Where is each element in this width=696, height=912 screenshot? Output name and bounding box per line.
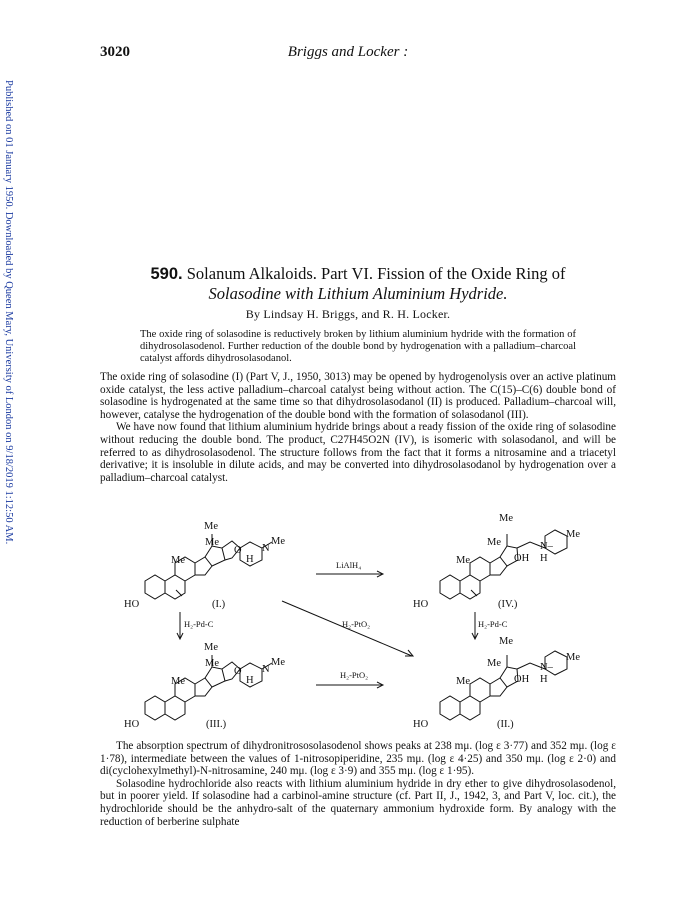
running-title: Briggs and Locker : — [287, 44, 409, 60]
n-label: N — [262, 664, 270, 675]
me-label: Me — [204, 642, 218, 653]
me-label: Me — [456, 555, 470, 566]
me-label: Me — [171, 676, 185, 687]
me-label: Me — [271, 657, 285, 668]
paragraph-1: The oxide ring of solasodine (I) (Part V, J., 1950, 3013) may be opened by hydrogenolysis over an active platinum oxide catalyst, the less active palladium–charcoal catalyst being without action. The C(15)–C(6) double bond of solasodine is hydrogenated at the same time so that dihydrosolasodanol (II) is produced. Palladium–charcoal will, however, catalyse the hydrogenation of the double bond with the formation of solasodanol (III). — [100, 371, 616, 421]
compound-label-I: (I.) — [212, 599, 226, 610]
me-label: Me — [205, 537, 219, 548]
me-label: Me — [205, 658, 219, 669]
me-label: Me — [456, 676, 470, 687]
oh-label: OH — [514, 553, 530, 564]
download-watermark-text: Published on 01 January 1950. Downloaded by Queen Mary, University of London on 9/18/2019 1:12:50 AM. — [3, 80, 14, 545]
ho-label: HO — [124, 599, 140, 610]
reagent-h2pto2: H₂-PtO₂ — [340, 670, 369, 680]
oh-label: OH — [514, 674, 530, 685]
compound-label-II: (II.) — [497, 719, 514, 730]
n-label: N — [262, 543, 270, 554]
me-label: Me — [204, 521, 218, 532]
h-label: H — [540, 553, 548, 564]
me-label: Me — [487, 658, 501, 669]
reagent-lialh4: LiAlH₄ — [336, 560, 362, 570]
o-label: O — [234, 666, 242, 677]
abstract: The oxide ring of solasodine is reductively broken by lithium aluminium hydride with the formation of dihydrosolasodenol. Further reduction of the double bond by hydrogenation with a palladium–charcoal catalyst affords dihydrosolasodanol. — [140, 329, 576, 364]
paragraph-4: Solasodine hydrochloride also reacts with lithium aluminium hydride in dry ether to give dihydrosolasodenol, but in poorer yield. If solasodine had a carbinol-amine structure (cf. Part II, J., 1942, 3, and Part V, loc. cit.), the hydrochloride should be the anhydro-salt of the quaternary ammonium hydroxide form. By analogy with the reduction of berberine sulphate — [100, 777, 616, 828]
article-number: 590. — [150, 265, 183, 283]
byline: By Lindsay H. Briggs, and R. H. Locker. — [245, 307, 451, 321]
me-label: Me — [499, 513, 513, 524]
page-number: 3020 — [100, 44, 130, 60]
me-label: Me — [487, 537, 501, 548]
reagent-h2pdc: H₂-Pd-C — [184, 619, 214, 629]
h-label: H — [246, 554, 254, 565]
ho-label: HO — [413, 599, 429, 610]
title-line2: Solasodine with Lithium Aluminium Hydride. — [208, 284, 508, 303]
me-label: Me — [566, 529, 580, 540]
me-label: Me — [271, 536, 285, 547]
paragraph-2: We have now found that lithium aluminium hydride brings about a ready fission of the oxide ring of solasodine without reducing the double bond. The product, C27H45O2N (IV), is isomeric with solasodanol, and will be referred to as dihydrosolasodenol. The structure follows from the fact that it forms a nitrosamine and a triacetyl derivative; it is insoluble in dilute acids, and may be converted into dihydrosolasodanol by hydrogenation over a palladium–charcoal catalyst. — [100, 421, 616, 484]
me-label: Me — [171, 555, 185, 566]
n-dash-label: N– — [540, 541, 553, 552]
ho-label: HO — [124, 719, 140, 730]
reagent-h2pto2: H₂-PtO₂ — [342, 619, 371, 629]
n-dash-label: N– — [540, 662, 553, 673]
body-bottom — [100, 740, 616, 828]
h-label: H — [246, 675, 254, 686]
me-label: Me — [499, 636, 513, 647]
reagent-h2pdc: H₂-Pd-C — [478, 619, 508, 629]
h-label: H — [540, 674, 548, 685]
paragraph-3: The absorption spectrum of dihydronitrososolasodenol shows peaks at 238 mμ. (log ε 3·77) and 352 mμ. (log ε 1·78), intermediate between the values of 1-nitrosopiperidine, 235 mμ. (log ε 4·25) and 350 mμ. (log ε 2·0) and di(cyclohexylmethyl)-N-nitrosamine, 240 mμ. (log ε 3·9) and 355 mμ. (log ε 1·95). — [100, 740, 616, 778]
o-label: O — [234, 545, 242, 556]
me-label: Me — [566, 652, 580, 663]
compound-label-IV: (IV.) — [498, 599, 518, 610]
compound-label-III: (III.) — [206, 719, 227, 730]
title-line1: Solanum Alkaloids. Part VI. Fission of the Oxide Ring of — [186, 264, 566, 283]
ho-label: HO — [413, 719, 429, 730]
